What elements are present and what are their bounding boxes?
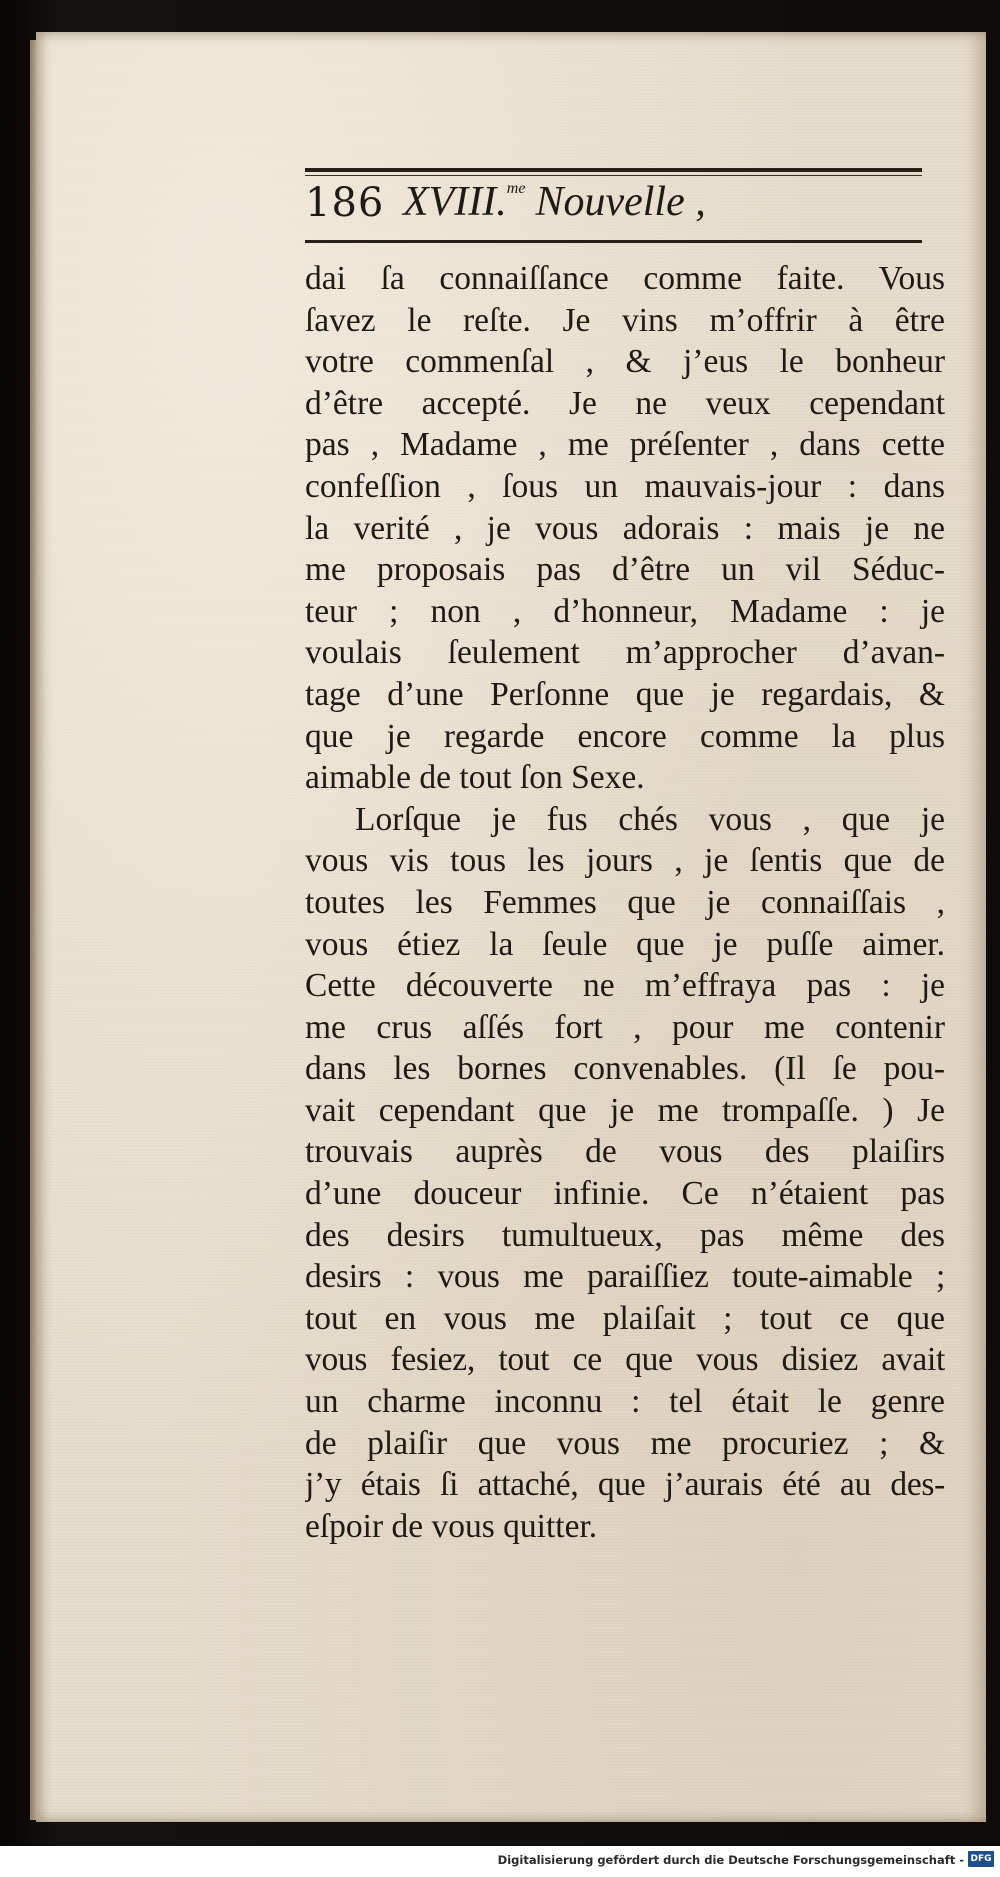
text-line: vous vis tous les jours , je ſentis que de: [305, 842, 945, 880]
text-line: que je regarde encore comme la plus: [305, 717, 945, 755]
text-line-paragraph-end: aimable de tout ſon Sexe.: [305, 759, 645, 797]
text-line: confeſſion , ſous un mauvais-jour : dans: [305, 467, 945, 505]
text-line: desirs : vous me paraiſſiez toute-aimable ;: [305, 1258, 945, 1296]
text-line: me proposais pas d’être un vil Séduc-: [305, 551, 945, 589]
text-line: vous étiez la ſeule que je puſſe aimer.: [305, 925, 945, 963]
running-header: [305, 178, 922, 238]
text-line: pas , Madame , me préſenter , dans cette: [305, 426, 945, 464]
running-title-numeral: XVIII.: [403, 179, 507, 225]
text-line-paragraph-start: Lorſque je fus chés vous , que je: [355, 800, 945, 838]
text-line: tout en vous me plaiſait ; tout ce que: [305, 1299, 945, 1337]
text-line: d’être accepté. Je ne veux cependant: [305, 384, 945, 422]
header-rule-top: [305, 168, 922, 172]
text-line: toutes les Femmes que je connaiſſais ,: [305, 883, 945, 921]
body-text: [305, 258, 945, 1547]
text-line: des desirs tumultueux, pas même des: [305, 1216, 945, 1254]
text-line: tage d’une Perſonne que je regardais, &: [305, 675, 945, 713]
text-line: Cette découverte ne m’effraya pas : je: [305, 967, 945, 1005]
page-number: 186: [305, 180, 385, 226]
text-line: me crus aſſés fort , pour me contenir: [305, 1008, 945, 1046]
text-line: trouvais auprès de vous des plaiſirs: [305, 1133, 945, 1171]
text-line: dai ſa connaiſſance comme faite. Vous: [305, 260, 945, 297]
text-line: vous fesiez, tout ce que vous disiez avait: [305, 1341, 945, 1379]
running-title: [403, 178, 706, 226]
digitization-credit: Digitalisierung gefördert durch die Deutsche Forschungsgemeinschaft -: [497, 1853, 964, 1867]
text-line: votre commenſal , & j’eus le bonheur: [305, 343, 945, 381]
running-title-superscript: me: [506, 180, 526, 197]
text-line: vait cependant que je me trompaſſe. ) Je: [305, 1091, 945, 1129]
text-line: la verité , je vous adorais : mais je ne: [305, 509, 945, 547]
text-line: voulais ſeulement m’approcher d’avan-: [305, 634, 945, 672]
text-line: un charme inconnu : tel était le genre: [305, 1383, 945, 1421]
text-line: j’y étais ſi attaché, que j’aurais été au des-: [305, 1466, 945, 1504]
text-line: de plaiſir que vous me procuriez ; &: [305, 1424, 945, 1462]
header-rule-top-thin: [305, 175, 922, 176]
text-line: teur ; non , d’honneur, Madame : je: [305, 592, 945, 630]
running-title-word: Nouvelle ,: [535, 179, 706, 225]
text-line-paragraph-end: eſpoir de vous quitter.: [305, 1507, 598, 1545]
text-line: d’une douceur infinie. Ce n’étaient pas: [305, 1175, 945, 1213]
dfg-logo-icon: DFG: [968, 1851, 994, 1867]
text-line: ſavez le reſte. Je vins m’offrir à être: [305, 301, 945, 339]
header-rule-bottom: [305, 240, 922, 243]
text-line: dans les bornes convenables. (Il ſe pou-: [305, 1050, 945, 1088]
